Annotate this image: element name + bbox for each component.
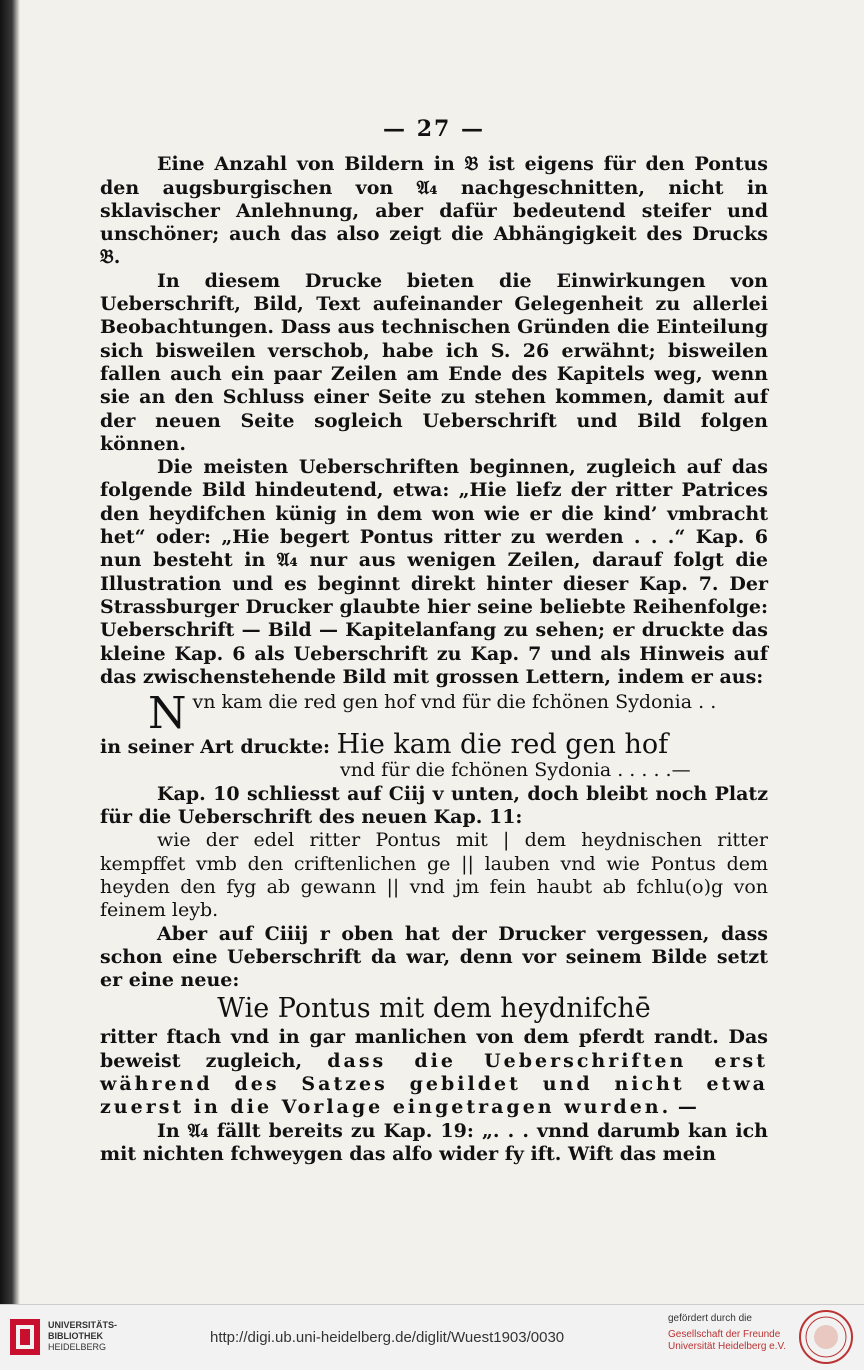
sponsor-name-line-2: Universität Heidelberg e.V. <box>668 1341 787 1352</box>
paragraph-7-a: ritter ftach vnd in gar manlichen von dem pferdt randt. Das beweist zugleich, <box>100 1026 768 1072</box>
quote-2: wie der edel ritter Pontus mit | dem heydnischen ritter kempffet vmb den criftenlichen ge || lauben vnd wie Pontus dem heyden den fyg ab gewann || vnd jm fein haubt ab fchlu(o)g von feinem leyb. <box>100 829 768 922</box>
university-seal-icon <box>798 1309 854 1365</box>
footer-bar <box>0 1304 864 1370</box>
paragraph-4-cont: vnd für die fchönen Sydonia . . . . .— <box>340 759 691 782</box>
paragraph-1: Eine Anzahl von Bildern in 𝔅 ist eigens für den Pontus den augsburgischen von 𝔄₄ nachgeschnitten, nicht in sklavischer Anlehnung, aber dafür bedeutend steifer und unschöner; auch das also zeigt die Abhängigkeit des Drucks 𝔅. <box>100 153 768 269</box>
page-text <box>100 118 768 1166</box>
paragraph-6: Aber auf Ciiij r oben hat der Drucker vergessen, dass schon eine Ueberschrift da war, denn vor seinem Bilde setzt er eine neue: <box>100 922 768 992</box>
large-type-heading-2: Wie Pontus mit dem heydnifchē <box>217 993 651 1025</box>
large-type-heading: Hie kam die red gen hof <box>336 729 669 761</box>
library-name <box>48 1320 117 1353</box>
paragraph-7-b: — <box>671 1096 697 1119</box>
library-name-line-1: UNIVERSITÄTS- <box>48 1320 118 1330</box>
paragraph-8: In 𝔄₄ fällt bereits zu Kap. 19: „. . . vnnd darumb kan ich mit nichten fchweygen das alfo wider fy ift. Wift das mein <box>100 1119 768 1165</box>
library-logo-icon <box>8 1315 42 1359</box>
library-name-line-2: BIBLIOTHEK <box>48 1331 103 1341</box>
permalink[interactable]: http://digi.ub.uni-heidelberg.de/diglit/Wuest1903/0030 <box>210 1329 565 1346</box>
quote-1 <box>100 688 768 740</box>
paragraph-4-lead: in seiner Art druckte: <box>100 736 337 759</box>
spaced-emphasis: dass die Ueberschriften erst während des Satzes gebildet und nicht etwa zuerst in die Vorlage eingetragen wurden. <box>100 1049 769 1119</box>
paragraph-5: Kap. 10 schliesst auf Ciij v unten, doch bleibt noch Platz für die Ueberschrift des neuen Kap. 11: <box>100 782 768 829</box>
sponsor-name-line-1: Gesellschaft der Freunde <box>668 1329 781 1340</box>
paragraph-4 <box>100 729 768 761</box>
drop-cap: N <box>148 688 187 740</box>
sponsor-name <box>668 1329 786 1353</box>
paragraph-7 <box>100 1026 768 1119</box>
paragraph-2: In diesem Drucke bieten die Einwirkungen von Ueberschrift, Bild, Text aufeinander Gelegenheit zu allerlei Beobachtungen. Dass aus technischen Gründen die Einteilung sich bisweilen verschob, habe ich S. 26 erwähnt; bisweilen fallen auch ein paar Zeilen am Ende des Kapitels weg, wenn sie an den Schluss einer Seite zu stehen kommen, damit auf der neuen Seite sogleich Ueberschrift und Bild folgen können. <box>100 269 768 455</box>
paragraph-3: Die meisten Ueberschriften beginnen, zugleich auf das folgende Bild hindeutend, etwa: „Hie liefz der ritter Patrices den heydifchen künig in dem won wie er die kind’ vmbracht het“ oder: „Hie begert Pontus ritter zu werden . . .“ Kap. 6 nun besteht in 𝔄₄ nur aus wenigen Zeilen, darauf folgt die Illustration und es beginnt direkt hinter dieser Kap. 7. Der Strassburger Drucker glaubte hier seine beliebte Reihenfolge: Ueberschrift — Bild — Kapitelanfang zu sehen; er druckte das kleine Kap. 6 als Ueberschrift zu Kap. 7 und als Hinweis auf das zwischenstehende Bild mit grossen Lettern, indem er aus: <box>100 456 768 688</box>
page-number: — 27 — <box>383 116 485 142</box>
quote-1-text: vn kam die red gen hof vnd für die fchönen Sydonia . . <box>192 691 717 714</box>
sponsor-label: gefördert durch die <box>668 1313 752 1324</box>
library-name-line-3: HEIDELBERG <box>48 1342 107 1352</box>
